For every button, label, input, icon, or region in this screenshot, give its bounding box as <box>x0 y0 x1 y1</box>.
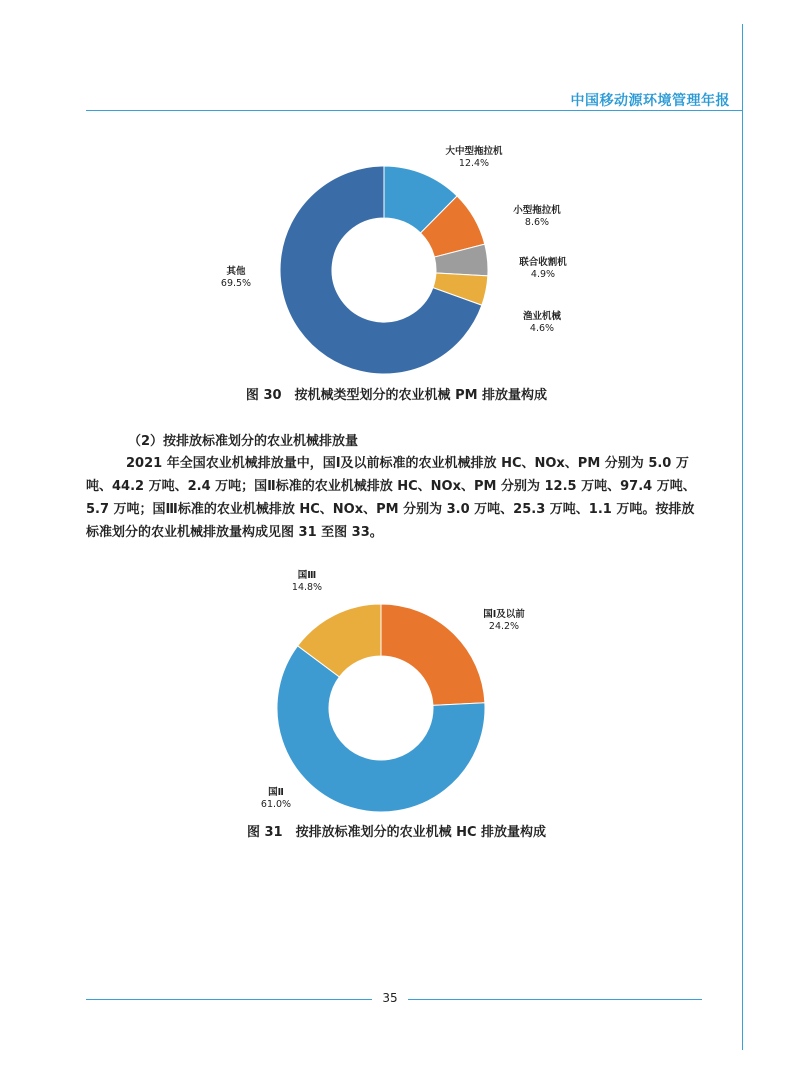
chart31-value-1: 61.0% <box>260 799 292 810</box>
figure-31-caption: 图 31 按排放标准划分的农业机械 HC 排放量构成 <box>246 825 547 840</box>
figure-30-caption: 图 30 按机械类型划分的农业机械 PM 排放量构成 <box>245 388 548 403</box>
chart30-label-0: 大中型拖拉机 <box>445 146 503 157</box>
figure-30-donut-chart <box>0 130 793 380</box>
chart30-value-4: 69.5% <box>220 278 252 289</box>
section-heading: （2）按排放标准划分的农业机械排放量 <box>128 434 359 449</box>
section-paragraph <box>86 452 706 544</box>
page-number: 35 <box>382 991 398 1005</box>
chart31-value-0: 24.2% <box>488 621 520 632</box>
chart30-label-3: 渔业机械 <box>522 311 562 322</box>
chart30-label-2: 联合收割机 <box>519 257 567 268</box>
chart31-slice-0 <box>381 604 485 705</box>
chart31-label-0: 国Ⅰ及以前 <box>483 609 525 620</box>
chart30-label-1: 小型拖拉机 <box>513 205 561 216</box>
page-header-title: 中国移动源环境管理年报 <box>570 93 730 109</box>
section-paragraph-text: 2021 年全国农业机械排放量中，国Ⅰ及以前标准的农业机械排放 HC、NOx、PM 分别为 5.0 万吨、44.2 万吨、2.4 万吨；国Ⅱ标准的农业机械排放 HC、NOx、PM 分别为 12.5 万吨、97.4 万吨、5.7 万吨；国Ⅲ标准的农业机械排放 HC、NOx、PM 分别为 3.0 万吨、25.3 万吨、1.1 万吨。按排放标准划分的农业机械排放量构成见图 31 至图 33。 <box>86 456 696 540</box>
footer-rule-left <box>86 999 372 1000</box>
chart31-value-2: 14.8% <box>291 582 323 593</box>
chart30-label-4: 其他 <box>226 266 246 277</box>
figure-31-donut-chart <box>0 565 793 815</box>
chart30-value-2: 4.9% <box>530 269 556 280</box>
chart30-value-0: 12.4% <box>458 158 490 169</box>
footer-rule-right <box>408 999 702 1000</box>
chart31-label-1: 国Ⅱ <box>268 787 284 798</box>
chart30-value-3: 4.6% <box>529 323 555 334</box>
chart31-label-2: 国Ⅲ <box>297 570 317 581</box>
header-rule <box>86 110 742 111</box>
chart30-value-1: 8.6% <box>524 217 550 228</box>
